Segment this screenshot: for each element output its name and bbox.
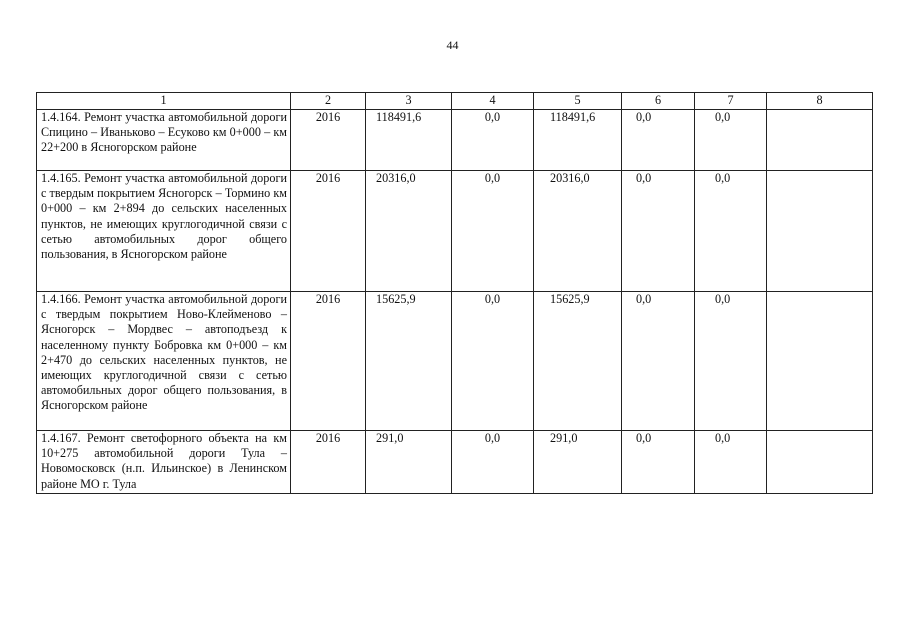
row-col6: 0,0 (622, 171, 695, 292)
table-header-row (37, 93, 873, 110)
row-col6: 0,0 (622, 292, 695, 431)
row-col3: 20316,0 (366, 171, 452, 292)
row-col8 (767, 110, 873, 171)
row-col7: 0,0 (695, 292, 767, 431)
row-col7: 0,0 (695, 110, 767, 171)
row-col3: 118491,6 (366, 110, 452, 171)
column-header: 8 (767, 93, 873, 110)
column-header: 3 (366, 93, 452, 110)
row-col7: 0,0 (695, 171, 767, 292)
row-year: 2016 (291, 431, 366, 494)
row-col8 (767, 431, 873, 494)
row-col4: 0,0 (452, 171, 534, 292)
row-col8 (767, 171, 873, 292)
column-header: 4 (452, 93, 534, 110)
row-col6: 0,0 (622, 431, 695, 494)
column-header: 1 (37, 93, 291, 110)
row-description: 1.4.164. Ремонт участка автомобильной дороги Спицино – Иваньково – Есуково км 0+000 – км 22+200 в Ясногорском районе (37, 110, 291, 171)
table-row (37, 110, 873, 171)
row-year: 2016 (291, 292, 366, 431)
column-header: 7 (695, 93, 767, 110)
column-header: 2 (291, 93, 366, 110)
table-row (37, 292, 873, 431)
page-number: 44 (446, 38, 459, 52)
row-year: 2016 (291, 171, 366, 292)
data-table (36, 92, 873, 494)
row-col5: 118491,6 (534, 110, 622, 171)
row-col4: 0,0 (452, 431, 534, 494)
row-col3: 291,0 (366, 431, 452, 494)
row-description: 1.4.166. Ремонт участка автомобильной дороги с твердым покрытием Ново-Клейменово – Ясногорск – Мордвес – автоподъезд к населенному пункту Бобровка км 0+000 – км 2+470 до сельских населенных пунктов, не имеющих круглогодичной связи с сетью автомобильных дорог общего пользования, в Ясногорском районе (37, 292, 291, 431)
row-col4: 0,0 (452, 110, 534, 171)
table-row (37, 171, 873, 292)
row-col7: 0,0 (695, 431, 767, 494)
row-col8 (767, 292, 873, 431)
column-header: 5 (534, 93, 622, 110)
row-col5: 291,0 (534, 431, 622, 494)
row-description: 1.4.165. Ремонт участка автомобильной дороги с твердым покрытием Ясногорск – Тормино км 0+000 – км 2+894 до сельских населенных пунктов, не имеющих круглогодичной связи с сетью автомобильных дорог общего пользования, в Ясногорском районе (37, 171, 291, 292)
row-year: 2016 (291, 110, 366, 171)
row-col5: 20316,0 (534, 171, 622, 292)
row-col3: 15625,9 (366, 292, 452, 431)
row-description: 1.4.167. Ремонт светофорного объекта на км 10+275 автомобильной дороги Тула – Новомосковск (н.п. Ильинское) в Ленинском районе МО г. Тула (37, 431, 291, 494)
row-col6: 0,0 (622, 110, 695, 171)
table-row (37, 431, 873, 494)
column-header: 6 (622, 93, 695, 110)
row-col4: 0,0 (452, 292, 534, 431)
row-col5: 15625,9 (534, 292, 622, 431)
